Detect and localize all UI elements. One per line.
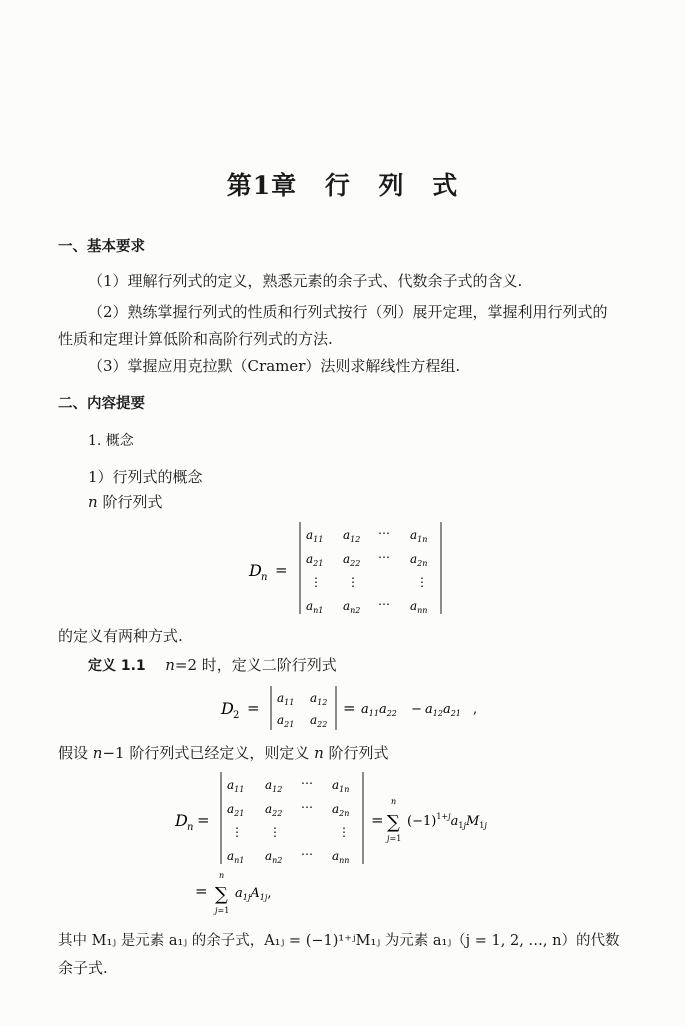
svg-text:a11: $a_{11}$ xyxy=(277,691,295,707)
svg-text:a11: $a_{11}$ xyxy=(306,528,324,544)
svg-text:n: n xyxy=(219,871,225,880)
requirement-item-2-line-2: 性质和定理计算低阶和高阶行列式的方法. xyxy=(58,330,333,348)
svg-text:2: 2 xyxy=(233,710,240,721)
chapter-word-2: 列 xyxy=(378,171,405,200)
formula-sum-cofactor xyxy=(195,870,345,922)
definition-condition: =2 时，定义二阶行列式 xyxy=(174,656,337,674)
svg-text:n: n xyxy=(391,797,397,806)
assumption-pre: 假设 xyxy=(58,744,93,762)
definition-label: 定义 1.1 xyxy=(88,658,146,674)
n-order-text: 阶行列式 xyxy=(102,493,163,511)
svg-text:D: D xyxy=(175,811,188,830)
svg-text:a22: $a_{22}$ xyxy=(310,713,328,729)
assumption-post: 阶行列式 xyxy=(323,744,389,762)
svg-text:a12: $a_{12}$ xyxy=(343,528,361,544)
svg-text:⋮: ⋮ xyxy=(310,575,322,589)
svg-text:a1jA1j,: $a_{1j}A_{1j}$, xyxy=(235,886,272,902)
requirement-item-3: （3）掌握应用克拉默（Cramer）法则求解线性方程组. xyxy=(88,357,461,375)
formula-d-symbol: D xyxy=(249,561,262,580)
svg-text:a1n: $a_{1n}$ xyxy=(332,778,350,794)
cofactor-definition-line-1: 其中 M₁ⱼ 是元素 a₁ⱼ 的余子式，A₁ⱼ = (−1)¹⁺ʲM₁ⱼ 为元素 a₁ⱼ（j = 1, 2, …, n）的代数 xyxy=(58,933,620,949)
formula-d-subscript: n xyxy=(261,572,268,583)
svg-text:a2n: $a_{2n}$ xyxy=(332,802,350,818)
definition-var-n: n xyxy=(165,656,175,674)
svg-text:⋯: ⋯ xyxy=(378,550,390,564)
svg-text:⋯: ⋯ xyxy=(378,526,390,540)
formula-d2-determinant xyxy=(215,682,515,734)
svg-text:∑: ∑ xyxy=(215,884,228,905)
section-heading-content-summary: 二、内容提要 xyxy=(58,396,145,412)
svg-text:=: = xyxy=(247,699,260,717)
svg-text:⋮: ⋮ xyxy=(269,825,281,839)
chapter-label: 第1章 xyxy=(226,171,298,200)
formula-dn-determinant xyxy=(245,518,455,618)
svg-text:∑: ∑ xyxy=(387,812,400,833)
svg-text:(−1)1+ja1jM1j: $(-1)^{1+}ja_1jM_1j$ xyxy=(407,812,487,830)
svg-text:a11a22: $a_{11}a_{22}$ xyxy=(361,702,397,718)
chapter-word-1: 行 xyxy=(324,171,351,200)
formula-dn-expansion xyxy=(175,768,555,868)
svg-text:a1n: $a_{1n}$ xyxy=(410,528,428,544)
svg-text:ann: $a_{nn}$ xyxy=(332,849,350,865)
svg-text:an2: $a_{n2}$ xyxy=(265,849,283,865)
svg-text:n: n xyxy=(187,822,194,833)
svg-text:=: = xyxy=(195,882,208,900)
svg-text:⋯: ⋯ xyxy=(301,800,313,814)
svg-text:a11: $a_{11}$ xyxy=(227,778,245,794)
section-heading-basic-requirements: 一、基本要求 xyxy=(58,239,145,255)
requirement-item-1: （1）理解行列式的定义，熟悉元素的余子式、代数余子式的含义. xyxy=(88,272,523,290)
formula-equals: = xyxy=(275,561,288,579)
svg-text:−: − xyxy=(411,702,422,717)
var-n: n xyxy=(88,493,98,511)
n-order-determinant-line xyxy=(88,491,162,512)
svg-text:j=1: j=1 xyxy=(387,834,402,843)
svg-text:j=1: j=1 xyxy=(215,906,230,915)
svg-text:a2n: $a_{2n}$ xyxy=(410,552,428,568)
assumption-mid: −1 阶行列式已经定义，则定义 xyxy=(102,744,315,762)
chapter-title xyxy=(0,166,685,202)
subsection-determinant-concept: 1）行列式的概念 xyxy=(88,468,203,486)
assumption-var-n-2: n xyxy=(314,744,324,762)
definition-ways-text: 的定义有两种方式. xyxy=(58,627,183,645)
svg-text:⋮: ⋮ xyxy=(347,575,359,589)
svg-text:,: , xyxy=(473,702,478,717)
svg-text:⋮: ⋮ xyxy=(416,575,428,589)
assumption-var-n-1: n xyxy=(92,744,103,762)
svg-text:⋯: ⋯ xyxy=(301,847,313,861)
svg-text:=: = xyxy=(371,811,384,829)
cofactor-definition-line-2: 余子式. xyxy=(58,959,108,977)
subsection-concept: 1. 概念 xyxy=(88,433,134,449)
svg-text:⋮: ⋮ xyxy=(231,825,243,839)
svg-text:ann: $a_{nn}$ xyxy=(410,599,428,615)
requirement-item-2-line-1: （2）熟练掌握行列式的性质和行列式按行（列）展开定理，掌握利用行列式的 xyxy=(88,303,608,321)
svg-text:a12: $a_{12}$ xyxy=(265,778,283,794)
svg-text:a21: $a_{21}$ xyxy=(306,552,324,568)
svg-text:a21: $a_{21}$ xyxy=(277,713,295,729)
svg-text:D: D xyxy=(221,699,234,718)
svg-text:a21: $a_{21}$ xyxy=(227,802,245,818)
svg-text:⋯: ⋯ xyxy=(378,597,390,611)
svg-text:⋯: ⋯ xyxy=(301,776,313,790)
svg-text:a22: $a_{22}$ xyxy=(343,552,361,568)
svg-text:an2: $a_{n2}$ xyxy=(343,599,361,615)
assumption-line xyxy=(58,742,389,763)
chapter-word-3: 式 xyxy=(432,171,459,200)
svg-text:a12: $a_{12}$ xyxy=(310,691,328,707)
svg-text:⋮: ⋮ xyxy=(338,825,350,839)
svg-text:a12a21: $a_{12}a_{21}$ xyxy=(425,702,461,718)
definition-1-1-line xyxy=(88,654,337,675)
svg-text:an1: $a_{n1}$ xyxy=(227,849,245,865)
svg-text:an1: $a_{n1}$ xyxy=(306,599,324,615)
svg-text:a22: $a_{22}$ xyxy=(265,802,283,818)
svg-text:=: = xyxy=(197,811,210,829)
svg-text:=: = xyxy=(343,699,356,717)
